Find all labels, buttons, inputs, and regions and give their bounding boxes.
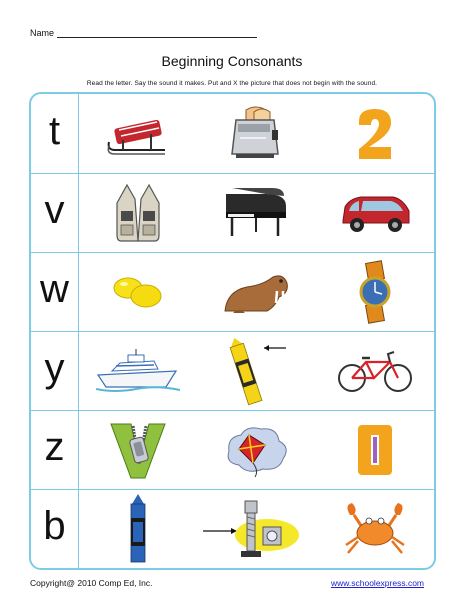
- letter-b: b: [31, 490, 79, 568]
- crab-icon: [340, 501, 410, 557]
- letter-t: t: [31, 94, 79, 173]
- letter-v: v: [31, 174, 79, 252]
- lemons-icon: [110, 274, 166, 310]
- row-y: [31, 331, 434, 410]
- yacht-icon: [96, 349, 180, 393]
- letter-z: z: [31, 411, 79, 489]
- sled-icon: [103, 112, 173, 156]
- name-row: [30, 28, 257, 38]
- picture-cell[interactable]: [316, 411, 434, 489]
- picture-cell[interactable]: [197, 490, 315, 568]
- row-b: [31, 489, 434, 568]
- picture-cell[interactable]: [197, 174, 315, 252]
- row-v: [31, 173, 434, 252]
- picture-cell[interactable]: [79, 174, 197, 252]
- row-z: [31, 410, 434, 489]
- bolt-icon: [201, 495, 311, 563]
- zero-icon: [355, 423, 395, 477]
- crayon-icon: [126, 494, 150, 564]
- instructions: Read the letter. Say the sound it makes. Put and X the picture that does not begin with the sound.: [86, 80, 378, 87]
- name-line: [57, 28, 257, 38]
- picture-cell[interactable]: [79, 253, 197, 331]
- page-title: Beginning Consonants: [161, 53, 303, 69]
- picture-cell[interactable]: [316, 490, 434, 568]
- row-t: [31, 94, 434, 173]
- vest-icon: [113, 183, 163, 243]
- picture-cell[interactable]: [197, 94, 315, 173]
- piano-icon: [222, 186, 290, 240]
- picture-cell[interactable]: [79, 332, 197, 410]
- kite-icon: [221, 421, 291, 479]
- walrus-icon: [219, 267, 293, 317]
- picture-cell[interactable]: [79, 490, 197, 568]
- watch-icon: [355, 260, 395, 324]
- copyright-text: Copyright@ 2010 Comp Ed, Inc.: [30, 578, 153, 588]
- picture-cell[interactable]: [316, 253, 434, 331]
- row-w: [31, 252, 434, 331]
- picture-cell[interactable]: [197, 253, 315, 331]
- zipper-icon: [109, 420, 167, 480]
- letter-y: y: [31, 332, 79, 410]
- bicycle-icon: [336, 348, 414, 394]
- picture-cell[interactable]: [79, 411, 197, 489]
- number-two-icon: [355, 107, 395, 161]
- picture-cell[interactable]: [316, 94, 434, 173]
- website-link[interactable]: www.schoolexpress.com: [330, 578, 424, 588]
- worksheet-grid: [29, 92, 436, 570]
- name-label: Name: [30, 28, 55, 38]
- picture-cell[interactable]: [316, 332, 434, 410]
- picture-cell[interactable]: [197, 332, 315, 410]
- crayon-icon: [220, 336, 292, 406]
- picture-cell[interactable]: [79, 94, 197, 173]
- picture-cell[interactable]: [316, 174, 434, 252]
- picture-cell[interactable]: [197, 411, 315, 489]
- letter-w: w: [31, 253, 79, 331]
- van-icon: [337, 191, 413, 235]
- toaster-icon: [226, 104, 286, 164]
